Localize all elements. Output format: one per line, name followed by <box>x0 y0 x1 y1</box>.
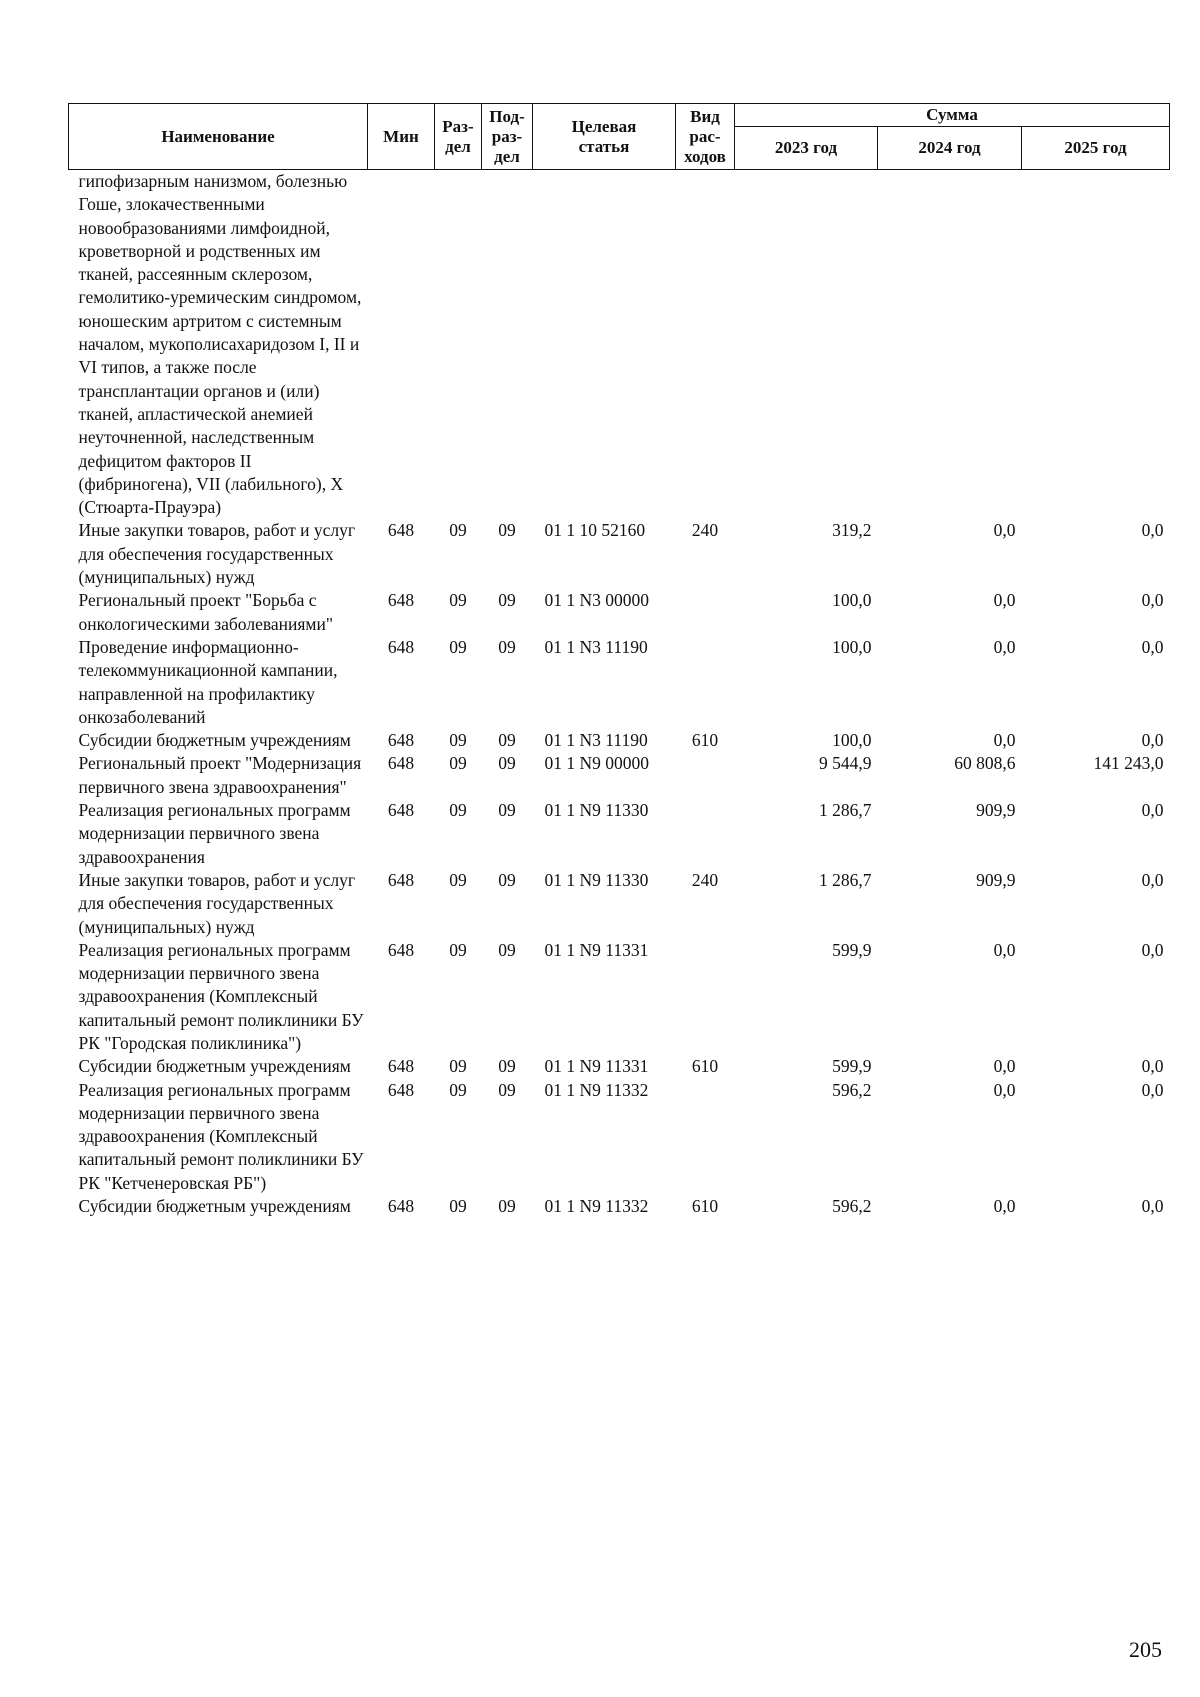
cell-2025 <box>1022 170 1170 520</box>
cell-target: 01 1 N9 11332 <box>544 1079 649 1100</box>
cell-2025: 0,0 <box>1141 1196 1164 1217</box>
cell-podrazdel: 09 <box>498 800 516 821</box>
cell-vid <box>676 939 735 1055</box>
cell-2025: 0,0 <box>1141 1079 1164 1100</box>
cell-name: Региональный проект "Борьба с онкологическими заболеваниями" <box>78 590 333 634</box>
cell-razdel: 09 <box>449 636 467 657</box>
cell-2025: 0,0 <box>1141 1056 1164 1077</box>
cell-target: 01 1 N9 11330 <box>544 800 649 821</box>
cell-2023: 100,0 <box>832 730 872 751</box>
cell-podrazdel <box>482 170 533 520</box>
cell-vid: 610 <box>691 1196 719 1217</box>
cell-podrazdel: 09 <box>498 1079 516 1100</box>
cell-razdel: 09 <box>449 1079 467 1100</box>
cell-2023: 596,2 <box>832 1196 872 1217</box>
cell-min: 648 <box>387 1196 415 1217</box>
cell-vid <box>676 799 735 869</box>
header-sum: Сумма <box>735 104 1170 127</box>
cell-2024: 0,0 <box>993 1079 1016 1100</box>
cell-razdel: 09 <box>449 730 467 751</box>
cell-2025: 0,0 <box>1141 730 1164 751</box>
cell-podrazdel: 09 <box>498 1056 516 1077</box>
cell-vid <box>676 589 735 636</box>
cell-name: Иные закупки товаров, работ и услуг для обеспечения государственных (муниципальных) нужд <box>78 869 356 937</box>
header-2025: 2025 год <box>1022 127 1170 170</box>
cell-2023: 599,9 <box>832 1056 872 1077</box>
cell-vid <box>676 636 735 729</box>
cell-vid: 610 <box>691 1056 719 1077</box>
cell-2025: 0,0 <box>1141 590 1164 611</box>
cell-razdel: 09 <box>449 869 467 890</box>
cell-name: Иные закупки товаров, работ и услуг для обеспечения государственных (муниципальных) нужд <box>78 520 356 588</box>
cell-vid <box>676 170 735 520</box>
cell-2024: 60 808,6 <box>954 753 1016 774</box>
cell-vid <box>676 752 735 799</box>
cell-podrazdel: 09 <box>498 1196 516 1217</box>
cell-2024: 909,9 <box>976 869 1016 890</box>
cell-min: 648 <box>387 636 415 657</box>
table-row <box>69 1195 1170 1218</box>
cell-2024 <box>878 170 1022 520</box>
cell-target: 01 1 N9 11332 <box>544 1196 649 1217</box>
cell-min: 648 <box>387 1079 415 1100</box>
cell-2023: 599,9 <box>832 939 872 960</box>
cell-2024: 0,0 <box>993 590 1016 611</box>
cell-vid: 610 <box>691 730 719 751</box>
cell-name: Субсидии бюджетным учреждениям <box>78 1196 351 1217</box>
table-row <box>69 869 1170 939</box>
cell-name: Реализация региональных программ модернизации первичного звена здравоохранения (Комплексный капитальный ремонт поликлиники БУ РК "Кетченеровская РБ") <box>78 1079 364 1193</box>
table-row <box>69 170 1170 520</box>
budget-table <box>68 103 1170 1218</box>
cell-2023: 9 544,9 <box>819 753 872 774</box>
table-row <box>69 519 1170 589</box>
table-row <box>69 636 1170 729</box>
cell-2023: 319,2 <box>832 520 872 541</box>
cell-podrazdel: 09 <box>498 730 516 751</box>
cell-target: 01 1 N3 00000 <box>544 590 650 611</box>
cell-min: 648 <box>387 939 415 960</box>
cell-razdel <box>435 170 482 520</box>
cell-2024: 0,0 <box>993 730 1016 751</box>
cell-2023 <box>735 170 878 520</box>
cell-target: 01 1 N9 11331 <box>544 1056 649 1077</box>
cell-vid: 240 <box>691 869 719 890</box>
cell-target: 01 1 N9 11330 <box>544 869 649 890</box>
cell-min: 648 <box>387 800 415 821</box>
table-row <box>69 1055 1170 1078</box>
cell-name: гипофизарным нанизмом, болезнью Гоше, злокачественными новообразованиями лимфоидной, кроветворной и родственных им тканей, рассеянным склерозом, гемолитико-уремическим синдромом, юношеским артритом с системным началом, мукополисахаридозом I, II и VI типов, а также после трансплантации органов и (или) тканей, апластической анемией неуточненной, наследственным дефицитом факторов II (фибриногена), VII (лабильного), X (Стюарта-Прауэра) <box>78 171 362 518</box>
cell-2024: 0,0 <box>993 1056 1016 1077</box>
cell-2023: 596,2 <box>832 1079 872 1100</box>
table-row <box>69 799 1170 869</box>
page-number: 205 <box>1129 1637 1162 1662</box>
header-2024: 2024 год <box>878 127 1022 170</box>
cell-razdel: 09 <box>449 590 467 611</box>
cell-name: Субсидии бюджетным учреждениям <box>78 730 351 751</box>
cell-name: Реализация региональных программ модернизации первичного звена здравоохранения (Комплексный капитальный ремонт поликлиники БУ РК "Городская поликлиника") <box>78 939 364 1053</box>
cell-podrazdel: 09 <box>498 939 516 960</box>
header-min: Мин <box>368 104 435 170</box>
table-body <box>69 170 1170 1219</box>
cell-razdel: 09 <box>449 1196 467 1217</box>
cell-podrazdel: 09 <box>498 753 516 774</box>
cell-target <box>533 170 676 520</box>
table-row <box>69 729 1170 752</box>
cell-vid <box>676 1079 735 1195</box>
cell-2023: 1 286,7 <box>819 869 872 890</box>
cell-podrazdel: 09 <box>498 520 516 541</box>
cell-razdel: 09 <box>449 520 467 541</box>
cell-podrazdel: 09 <box>498 590 516 611</box>
cell-2025: 0,0 <box>1141 939 1164 960</box>
table-row <box>69 939 1170 1055</box>
cell-vid: 240 <box>691 520 719 541</box>
table-row <box>69 1079 1170 1195</box>
cell-2024: 909,9 <box>976 800 1016 821</box>
header-razdel: Раз- дел <box>435 104 482 170</box>
cell-min: 648 <box>387 753 415 774</box>
cell-2025: 0,0 <box>1141 520 1164 541</box>
cell-2023: 100,0 <box>832 636 872 657</box>
cell-podrazdel: 09 <box>498 636 516 657</box>
cell-min: 648 <box>387 1056 415 1077</box>
cell-2024: 0,0 <box>993 939 1016 960</box>
cell-min: 648 <box>387 869 415 890</box>
cell-2023: 100,0 <box>832 590 872 611</box>
table-row <box>69 589 1170 636</box>
table-row <box>69 752 1170 799</box>
cell-min <box>368 170 435 520</box>
header-podrazdel: Под- раз- дел <box>482 104 533 170</box>
cell-2024: 0,0 <box>993 1196 1016 1217</box>
cell-razdel: 09 <box>449 800 467 821</box>
header-2023: 2023 год <box>735 127 878 170</box>
cell-razdel: 09 <box>449 939 467 960</box>
table-header <box>69 104 1170 170</box>
cell-min: 648 <box>387 520 415 541</box>
header-vid: Вид рас- ходов <box>676 104 735 170</box>
cell-target: 01 1 N3 11190 <box>544 730 648 751</box>
cell-2023: 1 286,7 <box>819 800 872 821</box>
cell-razdel: 09 <box>449 1056 467 1077</box>
cell-name: Региональный проект "Модернизация первичного звена здравоохранения" <box>78 753 362 797</box>
cell-name: Субсидии бюджетным учреждениям <box>78 1056 351 1077</box>
cell-podrazdel: 09 <box>498 869 516 890</box>
cell-name: Реализация региональных программ модернизации первичного звена здравоохранения <box>78 800 351 867</box>
cell-target: 01 1 N9 11331 <box>544 939 649 960</box>
cell-razdel: 09 <box>449 753 467 774</box>
header-target: Целевая статья <box>533 104 676 170</box>
cell-target: 01 1 N9 00000 <box>544 753 650 774</box>
cell-min: 648 <box>387 730 415 751</box>
cell-2025: 141 243,0 <box>1093 753 1164 774</box>
cell-name: Проведение информационно-телекоммуникационной кампании, направленной на профилактику онкозаболеваний <box>78 636 338 727</box>
cell-2025: 0,0 <box>1141 636 1164 657</box>
header-name: Наименование <box>69 104 368 170</box>
cell-2024: 0,0 <box>993 520 1016 541</box>
cell-target: 01 1 N3 11190 <box>544 636 648 657</box>
cell-target: 01 1 10 52160 <box>544 520 646 541</box>
cell-2025: 0,0 <box>1141 800 1164 821</box>
cell-min: 648 <box>387 590 415 611</box>
cell-2024: 0,0 <box>993 636 1016 657</box>
cell-2025: 0,0 <box>1141 869 1164 890</box>
